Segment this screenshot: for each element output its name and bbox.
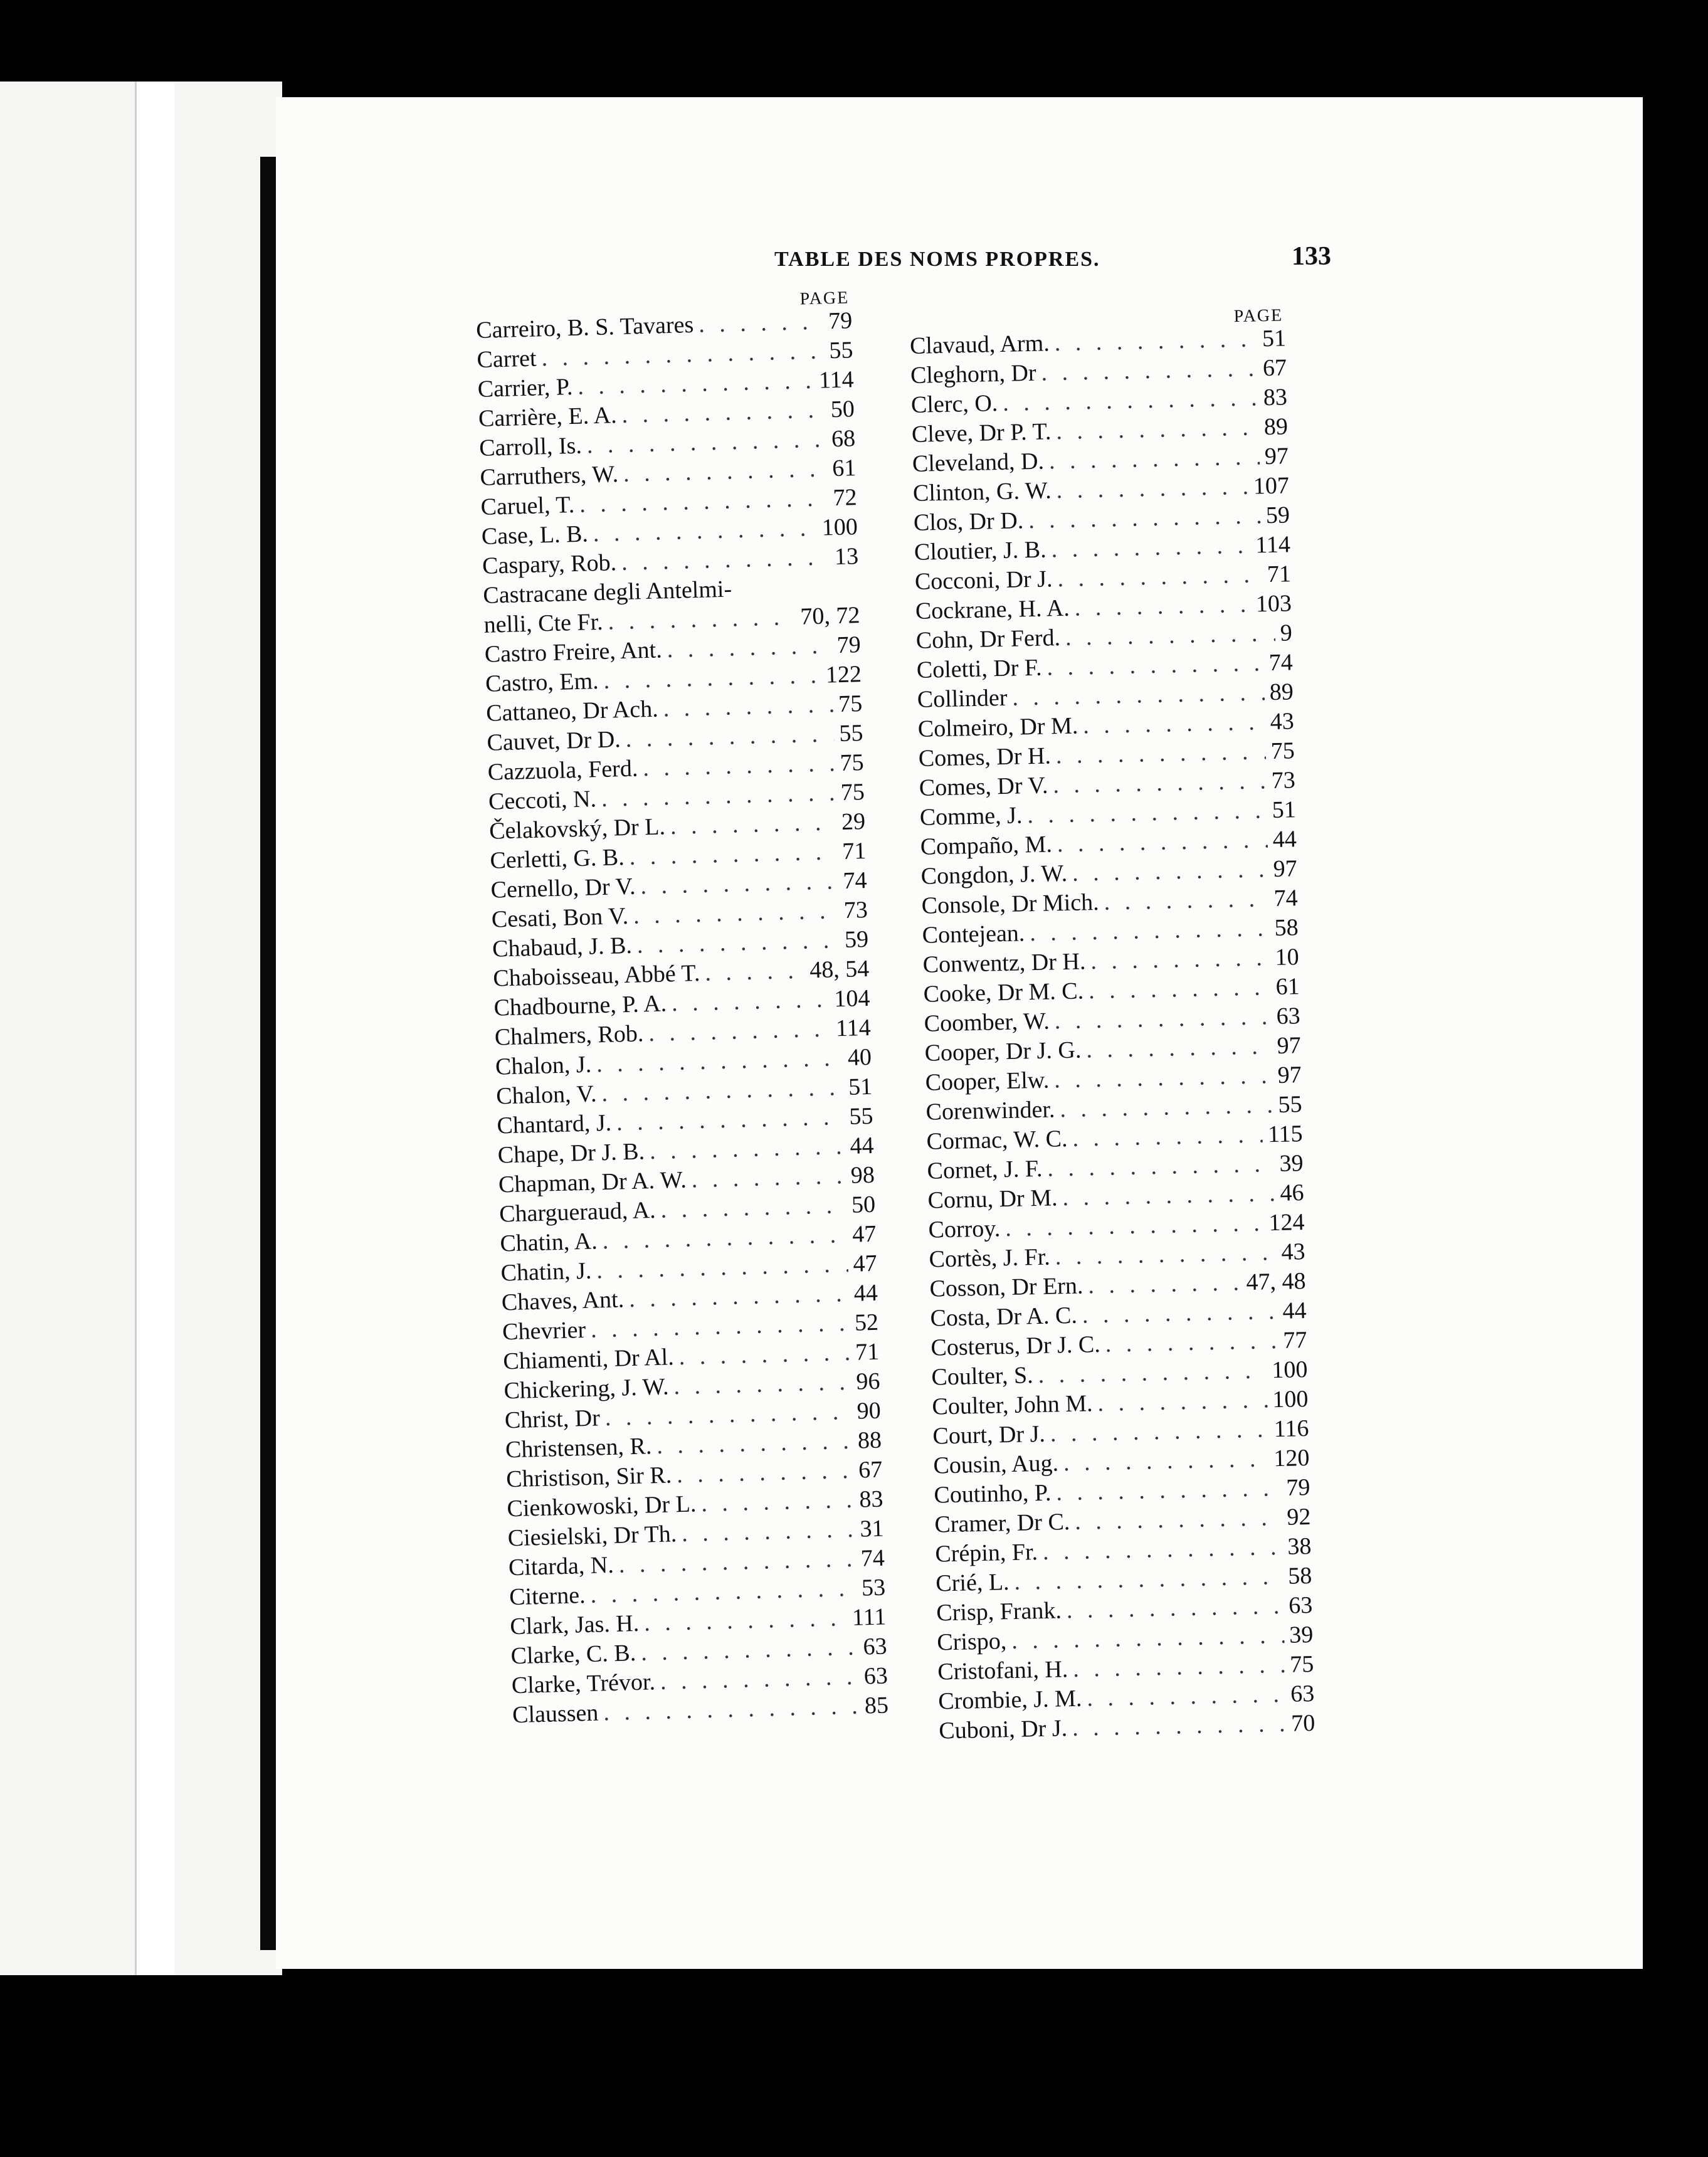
entry-page: 59 xyxy=(1265,502,1290,529)
entry-name: Cooper, Dr J. G. xyxy=(924,1036,1082,1067)
entry-page: 77 xyxy=(1282,1327,1307,1354)
entry-name: Cosson, Dr Ern. xyxy=(929,1272,1083,1302)
entry-name: Console, Dr Mich. xyxy=(921,889,1100,919)
dot-leader xyxy=(1051,413,1259,445)
dot-leader xyxy=(1085,944,1270,975)
entry-name: Congdon, J. W. xyxy=(920,860,1068,890)
index-column-left xyxy=(475,288,889,1731)
dot-leader xyxy=(588,514,817,548)
dot-leader xyxy=(598,662,821,695)
dot-leader xyxy=(1052,826,1268,858)
dot-leader xyxy=(1049,1062,1273,1094)
entry-page: 46 xyxy=(1280,1179,1304,1206)
entry-page: 97 xyxy=(1277,1062,1302,1089)
entry-name: Cornet, J. F. xyxy=(927,1155,1043,1184)
entry-name: Cormac, W. C. xyxy=(926,1126,1068,1155)
dot-leader xyxy=(624,1280,850,1313)
entry-name: Chargueraud, A. xyxy=(498,1196,656,1228)
dot-leader xyxy=(591,1044,843,1078)
entry-name: Christ, Dr xyxy=(504,1405,601,1434)
entry-name: Christison, Sir R. xyxy=(505,1462,672,1493)
entry-name: Coulter, John M. xyxy=(932,1390,1093,1420)
entry-name: Cohn, Dr Ferd. xyxy=(915,625,1061,654)
dot-leader xyxy=(597,1221,848,1255)
entry-page: 44 xyxy=(1272,826,1297,853)
entry-page: 111 xyxy=(851,1603,887,1631)
entry-name: Comme, J. xyxy=(919,802,1023,831)
dot-leader xyxy=(638,749,836,782)
dot-leader xyxy=(1044,443,1260,475)
entry-page: 97 xyxy=(1277,1032,1302,1059)
entry-name: Compaño, M. xyxy=(920,831,1053,860)
entry-page: 72 xyxy=(833,484,858,512)
dot-leader xyxy=(1092,1386,1268,1417)
entry-name: Carruthers, W. xyxy=(479,461,619,491)
entry-page: 51 xyxy=(1272,796,1297,824)
entry-page: 114 xyxy=(1255,531,1291,559)
entry-page: 79 xyxy=(836,631,862,659)
entry-name: Caspary, Rob. xyxy=(482,549,617,579)
entry-name: Conwentz, Dr H. xyxy=(922,948,1086,978)
dot-leader xyxy=(1051,473,1248,505)
entry-page: 104 xyxy=(833,984,871,1013)
dot-leader xyxy=(1100,1327,1278,1358)
entry-name: Castracane degli Antelmi- xyxy=(482,576,732,609)
entry-page: 75 xyxy=(840,749,865,777)
entry-name: Čelakovský, Dr L. xyxy=(488,813,666,845)
dot-leader xyxy=(1023,502,1262,534)
entry-name: Cramer, Dr C. xyxy=(934,1509,1070,1538)
entry-name: Cuboni, Dr J. xyxy=(938,1715,1068,1744)
dot-leader xyxy=(613,1545,856,1579)
entry-name: Corroy. xyxy=(928,1215,1001,1243)
entry-page: 97 xyxy=(1273,855,1298,883)
dot-leader xyxy=(1083,1268,1241,1299)
dot-leader xyxy=(1038,1533,1283,1566)
entry-page: 43 xyxy=(1270,708,1295,736)
entry-page: 9 xyxy=(1280,620,1293,646)
index-column-right xyxy=(909,305,1315,1746)
entry-page: 59 xyxy=(844,926,869,953)
dot-leader xyxy=(696,1486,855,1518)
entry-page: 75 xyxy=(1270,737,1295,765)
dot-leader xyxy=(596,1073,844,1107)
entry-name: Clos, Dr D. xyxy=(913,507,1024,536)
dot-leader xyxy=(628,897,840,930)
dot-leader xyxy=(677,1516,856,1548)
entry-page: 100 xyxy=(1271,1356,1308,1384)
dot-leader xyxy=(581,425,826,459)
entry-page: 13 xyxy=(834,543,859,571)
dot-leader xyxy=(616,396,826,429)
dot-leader xyxy=(1049,325,1257,357)
dot-leader xyxy=(620,720,835,753)
entry-name: Clarke, C. B. xyxy=(510,1640,636,1670)
entry-name: Coomber, W. xyxy=(924,1008,1050,1037)
dot-leader xyxy=(603,603,796,636)
entry-name: Colmeiro, Dr M. xyxy=(917,712,1078,742)
entry-name: Costa, Dr A. C. xyxy=(930,1302,1078,1332)
entry-name: Chatin, A. xyxy=(499,1228,598,1257)
entry-name: Clarke, Trévor. xyxy=(511,1669,656,1699)
dot-leader xyxy=(574,484,829,519)
entry-name: Carrier, P. xyxy=(477,373,573,403)
entry-page: 92 xyxy=(1286,1504,1311,1531)
entry-page: 38 xyxy=(1287,1533,1312,1560)
dot-leader xyxy=(1048,767,1267,799)
entry-name: Clavaud, Arm. xyxy=(909,330,1050,359)
entry-name: Crépin, Fr. xyxy=(935,1539,1038,1568)
dot-leader xyxy=(591,1250,848,1285)
dot-leader xyxy=(998,384,1259,417)
dot-leader xyxy=(1067,1121,1263,1152)
entry-page: 58 xyxy=(1274,914,1299,942)
entry-page: 44 xyxy=(1282,1297,1307,1324)
entry-page: 67 xyxy=(858,1456,883,1484)
entry-page: 83 xyxy=(1263,384,1288,411)
entry-page: 70, 72 xyxy=(799,602,861,630)
entry-name: Cornu, Dr M. xyxy=(927,1184,1058,1214)
dot-leader xyxy=(1022,796,1267,829)
entry-name: Chiamenti, Dr Al. xyxy=(502,1344,675,1375)
entry-name: Cleve, Dr P. T. xyxy=(911,418,1052,448)
facing-page-margin xyxy=(135,82,174,1975)
dot-leader xyxy=(572,367,814,401)
entry-name: nelli, Cte Fr. xyxy=(483,608,604,638)
entry-page: 98 xyxy=(850,1161,875,1189)
entry-page: 116 xyxy=(1273,1415,1309,1443)
entry-page: 85 xyxy=(864,1692,889,1719)
entry-page: 90 xyxy=(857,1397,882,1425)
entry-page: 55 xyxy=(838,720,863,747)
dot-leader xyxy=(700,957,805,987)
dot-leader xyxy=(1077,1297,1277,1329)
entry-name: Cockrane, H. A. xyxy=(915,594,1070,625)
entry-name: Chaves, Ant. xyxy=(501,1286,625,1316)
entry-page: 88 xyxy=(857,1427,882,1454)
entry-page: 74 xyxy=(1273,885,1299,912)
entry-name: Citerne. xyxy=(509,1582,586,1611)
dot-leader xyxy=(643,1015,831,1048)
dot-leader xyxy=(1033,1356,1267,1389)
dot-leader xyxy=(732,593,854,596)
dot-leader xyxy=(668,1368,851,1401)
entry-name: Court, Dr J. xyxy=(932,1420,1046,1450)
dot-leader xyxy=(655,1663,859,1696)
entry-page: 51 xyxy=(848,1073,873,1100)
entry-name: Cauvet, Dr D. xyxy=(487,726,621,756)
entry-page: 58 xyxy=(1287,1562,1312,1590)
entry-name: Cocconi, Dr J. xyxy=(914,566,1053,595)
dot-leader xyxy=(1041,649,1264,681)
dot-leader xyxy=(596,779,836,813)
entry-name: Coletti, Dr F. xyxy=(916,654,1042,683)
entry-page: 47 xyxy=(851,1220,877,1248)
entry-name: Cousin, Aug. xyxy=(933,1450,1059,1479)
dot-leader xyxy=(665,808,836,840)
dot-leader xyxy=(1050,1238,1277,1271)
entry-page: 31 xyxy=(860,1515,885,1543)
entry-page: 73 xyxy=(1271,767,1296,794)
entry-name: Comes, Dr V. xyxy=(919,772,1048,801)
entry-name: Clinton, G. W. xyxy=(912,477,1052,507)
entry-name: Chantard, J. xyxy=(497,1109,612,1139)
dot-leader xyxy=(635,867,838,900)
entry-page: 47, 48 xyxy=(1246,1268,1306,1296)
entry-page: 70 xyxy=(1290,1709,1315,1737)
facing-page-edge xyxy=(0,82,282,1975)
entry-page: 68 xyxy=(831,425,856,453)
entry-page: 53 xyxy=(861,1574,886,1601)
entry-page: 97 xyxy=(1264,443,1289,470)
entry-page: 29 xyxy=(841,808,866,835)
entry-name: Cazzuola, Ferd. xyxy=(487,755,638,786)
entry-page: 114 xyxy=(818,366,855,394)
page-column-label: PAGE xyxy=(1233,305,1284,327)
page-column-label: PAGE xyxy=(799,288,850,309)
entry-page: 114 xyxy=(835,1014,872,1042)
entry-name: Coutinho, P. xyxy=(934,1479,1052,1509)
entry-name: Castro Freire, Ant. xyxy=(484,636,663,668)
entry-name: Cesati, Bon V. xyxy=(491,902,629,933)
entry-name: Chadbourne, P. A. xyxy=(493,990,667,1021)
entry-name: Claussen xyxy=(512,1699,599,1729)
index-entries-right xyxy=(910,324,1315,1746)
dot-leader xyxy=(1067,1710,1287,1742)
entry-page: 83 xyxy=(858,1485,883,1513)
dot-leader xyxy=(1045,1415,1269,1447)
dot-leader xyxy=(673,1339,851,1371)
entry-page: 75 xyxy=(838,690,863,718)
dot-leader xyxy=(1070,1504,1282,1536)
entry-name: Case, L. B. xyxy=(481,520,589,550)
entry-page: 79 xyxy=(1285,1474,1310,1501)
entry-page: 63 xyxy=(862,1633,888,1660)
entry-name: Cerletti, G. B. xyxy=(489,844,625,874)
entry-name: Costerus, Dr J. C. xyxy=(930,1331,1101,1361)
dot-leader xyxy=(1083,973,1271,1005)
entry-page: 75 xyxy=(840,779,865,806)
entry-page: 39 xyxy=(1289,1621,1314,1648)
entry-page: 74 xyxy=(842,867,868,894)
dot-leader xyxy=(1057,1179,1275,1211)
entry-page: 40 xyxy=(847,1043,872,1071)
entry-name: Coulter, S. xyxy=(931,1362,1034,1391)
entry-name: Caruel, T. xyxy=(480,491,575,520)
entry-page: 100 xyxy=(821,514,858,541)
entry-page: 50 xyxy=(851,1191,876,1218)
entry-name: Crombie, J. M. xyxy=(937,1685,1082,1715)
entry-page: 55 xyxy=(1278,1091,1302,1118)
entry-page: 89 xyxy=(1263,413,1289,441)
entry-page: 74 xyxy=(1268,649,1294,677)
entry-page: 52 xyxy=(854,1309,879,1336)
dot-leader xyxy=(1006,1622,1285,1655)
dot-leader xyxy=(1078,708,1265,739)
dot-leader xyxy=(616,543,830,576)
entry-page: 63 xyxy=(863,1662,888,1690)
entry-page: 39 xyxy=(1279,1150,1304,1177)
dot-leader xyxy=(655,1191,847,1224)
dot-leader xyxy=(1025,914,1270,947)
dot-leader xyxy=(672,1457,854,1489)
entry-page: 55 xyxy=(828,337,853,364)
entry-name: Clark, Jas. H. xyxy=(509,1610,640,1640)
entry-page: 63 xyxy=(1276,1003,1301,1030)
entry-name: Ceccoti, N. xyxy=(488,786,597,815)
entry-name: Cooke, Dr M. C. xyxy=(923,978,1084,1008)
entry-page: 120 xyxy=(1273,1445,1310,1472)
entry-page: 71 xyxy=(855,1338,880,1366)
dot-leader xyxy=(1060,620,1276,651)
dot-leader xyxy=(651,1427,853,1460)
entry-page: 43 xyxy=(1281,1238,1305,1265)
entry-page: 107 xyxy=(1253,472,1290,500)
entry-page: 55 xyxy=(848,1102,873,1130)
entry-page: 96 xyxy=(855,1368,880,1395)
entry-name: Clerc, O. xyxy=(910,390,998,418)
dot-leader xyxy=(1068,1651,1285,1683)
entry-name: Cattaneo, Dr Ach. xyxy=(485,695,659,727)
entry-page: 50 xyxy=(830,396,855,423)
entry-name: Collinder xyxy=(917,684,1008,713)
dot-leader xyxy=(1052,561,1262,593)
entry-name: Cleveland, D. xyxy=(912,448,1045,477)
entry-name: Chabaud, J. B. xyxy=(492,932,633,962)
dot-leader xyxy=(1046,532,1251,564)
dot-leader xyxy=(1051,1474,1282,1507)
page-number: 133 xyxy=(1292,242,1331,271)
entry-page: 74 xyxy=(860,1544,885,1572)
running-title: TABLE DES NOMS PROPRES. xyxy=(774,248,1100,271)
dot-leader xyxy=(1099,885,1269,916)
dot-leader xyxy=(618,455,827,488)
entry-name: Citarda, N. xyxy=(508,1551,614,1581)
entry-name: Chalon, V. xyxy=(495,1080,597,1110)
entry-name: Chickering, J. W. xyxy=(503,1373,669,1405)
dot-leader xyxy=(1049,1003,1272,1035)
index-entries-left xyxy=(476,307,889,1731)
dot-leader xyxy=(644,1132,845,1165)
entry-name: Corenwinder. xyxy=(925,1096,1055,1126)
entry-name: Carreiro, B. S. Tavares xyxy=(475,311,694,344)
dot-leader xyxy=(636,1633,859,1667)
entry-page: 44 xyxy=(853,1279,878,1307)
entry-page: 63 xyxy=(1288,1591,1313,1619)
entry-name: Chatin, J. xyxy=(500,1257,592,1287)
entry-name: Cristofani, H. xyxy=(937,1656,1068,1685)
entry-name: Chaboisseau, Abbé T. xyxy=(492,959,700,992)
entry-name: Comes, Dr H. xyxy=(918,742,1052,772)
entry-page: 61 xyxy=(831,455,857,482)
entry-name: Crié, L. xyxy=(935,1569,1010,1597)
entry-page: 73 xyxy=(843,896,868,924)
entry-name: Christensen, R. xyxy=(505,1433,652,1463)
dot-leader xyxy=(1067,855,1269,887)
entry-page: 124 xyxy=(1268,1209,1305,1237)
entry-page: 51 xyxy=(1262,325,1287,352)
dot-leader xyxy=(624,838,838,871)
page-header xyxy=(276,241,1643,279)
entry-page: 103 xyxy=(1255,590,1292,618)
entry-page: 44 xyxy=(850,1132,875,1159)
entry-name: Crisp, Frank. xyxy=(936,1597,1062,1627)
dot-leader xyxy=(1061,1592,1284,1624)
dot-leader xyxy=(686,1162,846,1194)
entry-page: 100 xyxy=(1272,1386,1309,1413)
entry-page: 63 xyxy=(1290,1680,1315,1707)
dot-leader xyxy=(599,1398,852,1432)
entry-name: Chapman, Dr A. W. xyxy=(498,1166,687,1198)
entry-name: Castro, Em. xyxy=(485,668,599,697)
entry-name: Carroll, Is. xyxy=(478,432,583,461)
dot-leader xyxy=(1050,737,1266,769)
dot-leader xyxy=(1069,591,1251,622)
book-page xyxy=(276,97,1643,1969)
entry-name: Cooper, Elw. xyxy=(925,1067,1050,1096)
entry-name: Chalon, J. xyxy=(495,1051,592,1080)
entry-page: 75 xyxy=(1289,1650,1314,1678)
dot-leader xyxy=(1055,1091,1273,1123)
entry-page: 47 xyxy=(852,1250,878,1277)
dot-leader xyxy=(639,1604,848,1637)
dot-leader xyxy=(666,986,830,1018)
dot-leader xyxy=(1082,1680,1286,1712)
dot-leader xyxy=(658,690,834,722)
entry-page: 122 xyxy=(825,661,862,688)
entry-name: Cienkowoski, Dr L. xyxy=(507,1490,697,1522)
dot-leader xyxy=(693,307,824,338)
dot-leader xyxy=(611,1103,845,1137)
entry-page: 79 xyxy=(828,307,853,335)
entry-page: 115 xyxy=(1267,1121,1303,1148)
dot-leader xyxy=(1042,1150,1275,1183)
entry-page: 71 xyxy=(841,837,867,865)
entry-page: 71 xyxy=(1267,561,1292,588)
entry-name: Cortès, J. Fr. xyxy=(929,1243,1051,1273)
entry-name: Carrière, E. A. xyxy=(478,402,618,432)
dot-leader xyxy=(1009,1563,1284,1596)
dot-leader xyxy=(631,926,840,959)
entry-name: Chape, Dr J. B. xyxy=(497,1138,645,1169)
entry-name: Contejean. xyxy=(922,920,1025,949)
entry-name: Cernello, Dr V. xyxy=(490,873,636,904)
entry-name: Chevrier xyxy=(502,1316,586,1346)
entry-page: 67 xyxy=(1262,354,1287,382)
dot-leader xyxy=(1007,678,1265,712)
dot-leader xyxy=(1058,1445,1269,1477)
dot-leader xyxy=(1000,1209,1264,1242)
entry-page: 89 xyxy=(1269,678,1294,706)
entry-name: Ciesielski, Dr Th. xyxy=(507,1521,677,1552)
entry-name: Cleghorn, Dr xyxy=(910,359,1037,389)
entry-name: Cloutier, J. B. xyxy=(914,536,1047,566)
entry-name: Chalmers, Rob. xyxy=(494,1020,644,1051)
dot-leader xyxy=(1036,354,1258,386)
entry-name: Crispo, xyxy=(936,1628,1007,1656)
dot-leader xyxy=(1081,1032,1272,1063)
entry-page: 48, 54 xyxy=(809,955,870,984)
entry-name: Carret xyxy=(477,345,537,373)
entry-page: 10 xyxy=(1275,944,1300,971)
entry-page: 61 xyxy=(1275,973,1300,1000)
dot-leader xyxy=(662,631,832,663)
